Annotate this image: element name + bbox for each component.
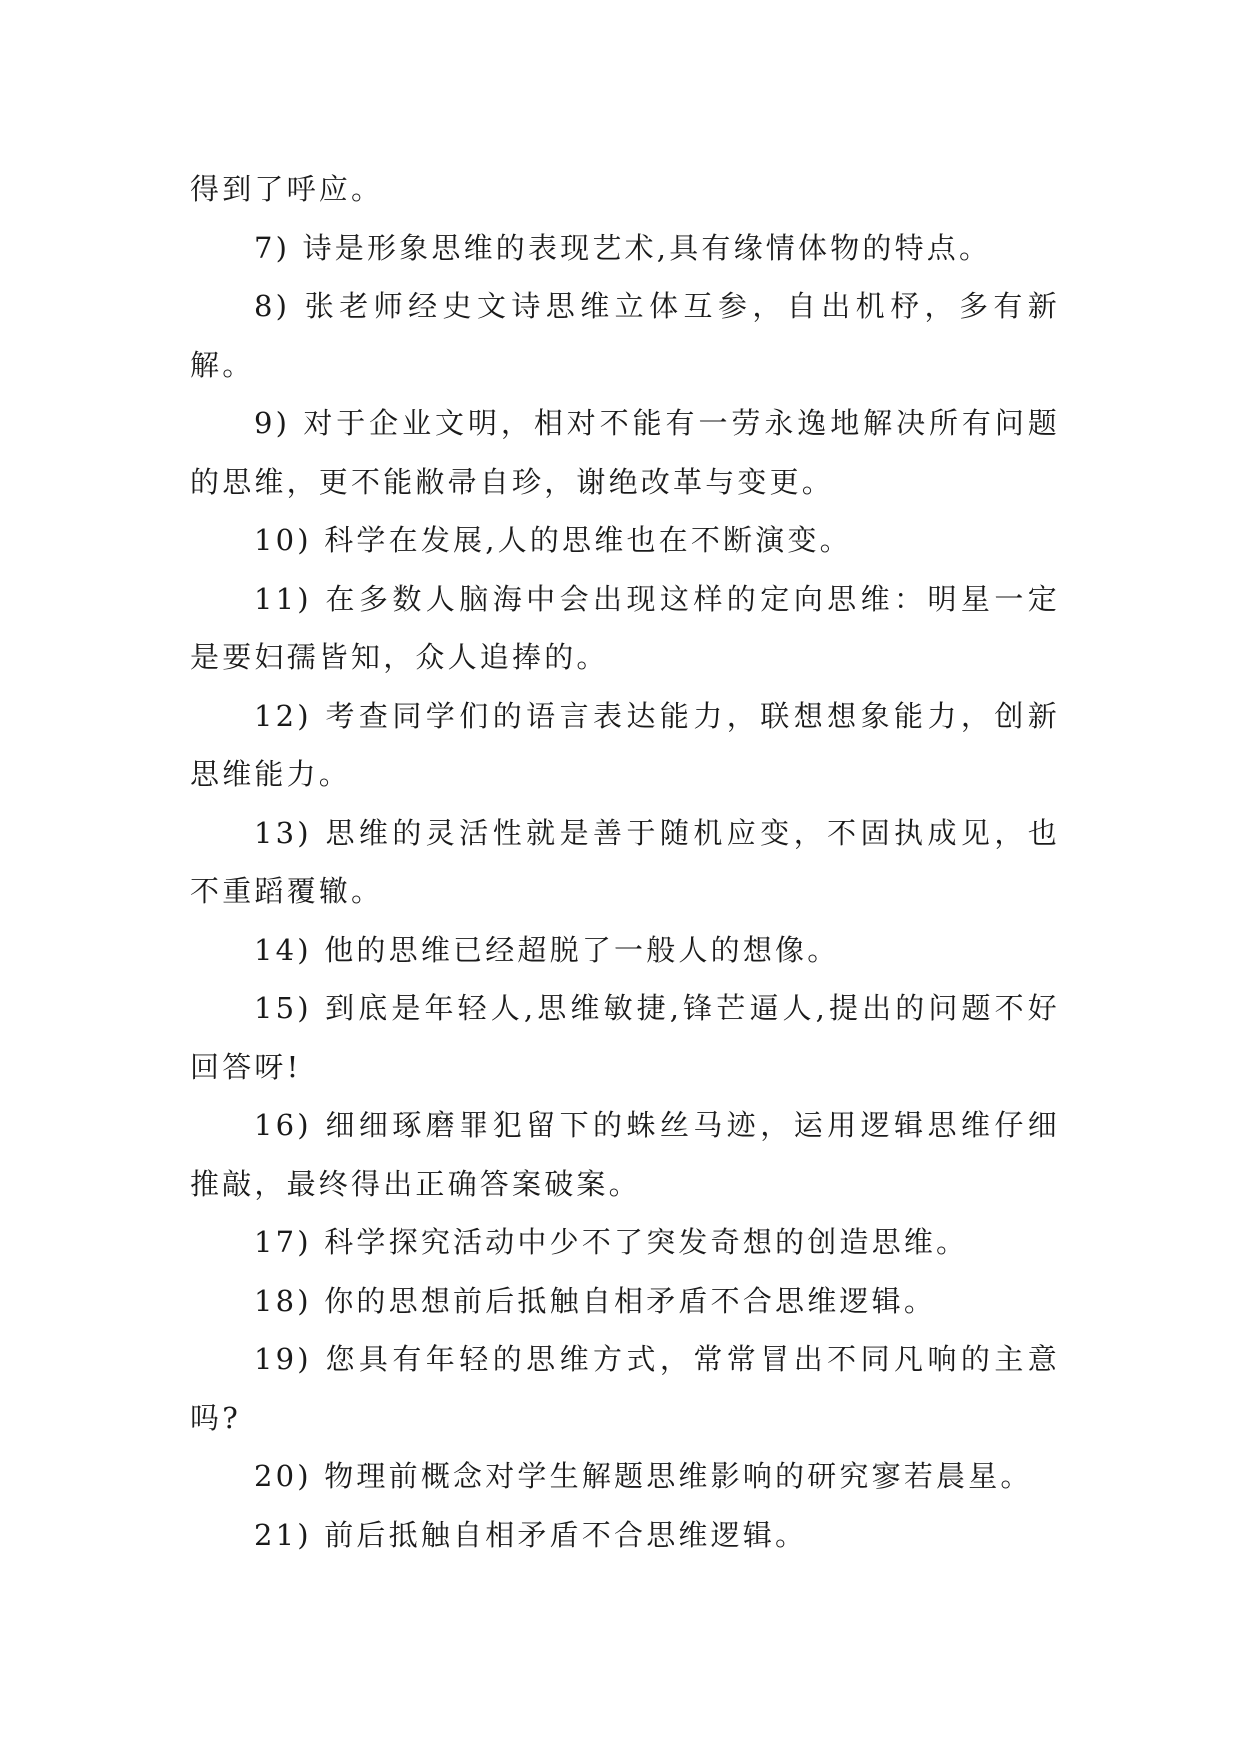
sentence-20: 20) 物理前概念对学生解题思维影响的研究寥若晨星。 xyxy=(254,1459,1033,1493)
sentence-9: 9) 对于企业文明，相对不能有一劳永逸地解决所有问题的思维，更不能敝帚自珍，谢绝改革与变更。 xyxy=(190,406,1060,499)
sentence-21: 21) 前后抵触自相矛盾不合思维逻辑。 xyxy=(254,1517,808,1552)
sentence-13: 13) 思维的灵活性就是善于随机应变，不固执成见，也不重蹈覆辙。 xyxy=(190,815,1060,908)
sentence-7: 7) 诗是形象思维的表现艺术,具有缘情体物的特点。 xyxy=(254,230,992,265)
sentence-10: 10) 科学在发展,人的思维也在不断演变。 xyxy=(254,523,852,557)
document-body xyxy=(190,160,1060,1564)
sentence-8: 8) 张老师经史文诗思维立体互参，自出机杼，多有新解。 xyxy=(190,289,1060,382)
sentence-18: 18) 你的思想前后抵触自相矛盾不合思维逻辑。 xyxy=(254,1283,937,1318)
sentence-11: 11) 在多数人脑海中会出现这样的定向思维：明星一定是要妇孺皆知，众人追捧的。 xyxy=(190,581,1060,674)
sentence-12: 12) 考查同学们的语言表达能力，联想想象能力，创新思维能力。 xyxy=(190,698,1060,791)
sentence-14: 14) 他的思维已经超脱了一般人的想像。 xyxy=(254,932,840,967)
sentence-15: 15) 到底是年轻人,思维敏捷,锋芒逼人,提出的问题不好回答呀! xyxy=(190,991,1060,1084)
sentence-16: 16) 细细琢磨罪犯留下的蛛丝马迹，运用逻辑思维仔细推敲，最终得出正确答案破案。 xyxy=(190,1108,1060,1201)
sentence-17: 17) 科学探究活动中少不了突发奇想的创造思维。 xyxy=(254,1225,969,1259)
sentence-19: 19) 您具有年轻的思维方式，常常冒出不同凡响的主意吗? xyxy=(190,1342,1060,1435)
paragraph-continuation: 得到了呼应。 xyxy=(190,172,384,206)
